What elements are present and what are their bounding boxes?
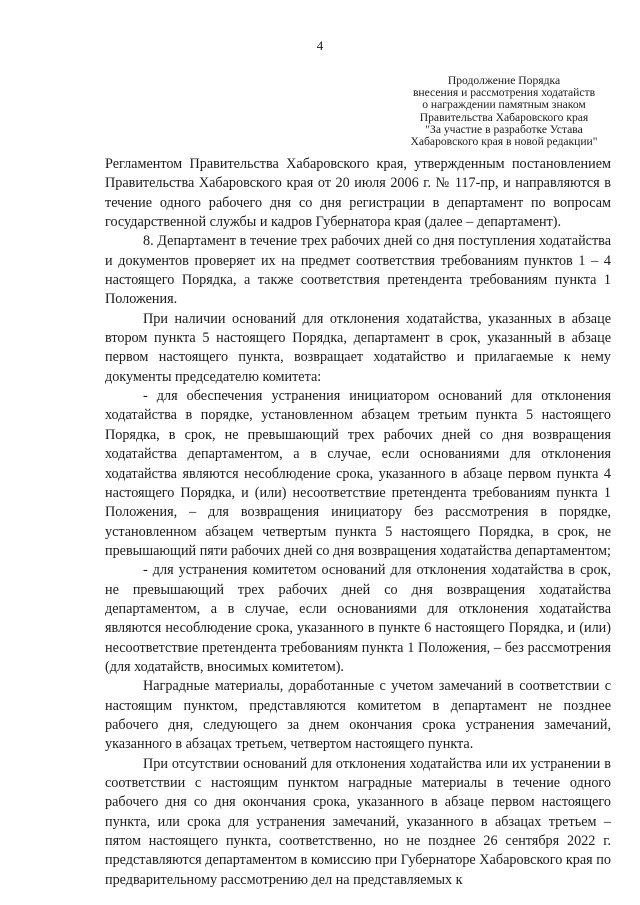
page-number: 4 bbox=[316, 38, 324, 53]
header-line: Хабаровского края в новой редакции" bbox=[410, 135, 598, 149]
header-line: о награждении памятным знаком bbox=[422, 98, 586, 112]
document-header bbox=[386, 75, 622, 148]
header-line: Продолжение Порядка bbox=[447, 74, 561, 87]
paragraph-continuation: Регламентом Правительства Хабаровского края, утвержденным постановлением Правительства Хабаровского края от 20 июля 2006 г. № 117-пр, и направляются в течение одного рабочего дня со дня регистрации в департамент по вопросам государственной службы и кадров Губернатора края (далее – департамент). bbox=[105, 156, 611, 231]
document-body bbox=[105, 155, 611, 890]
paragraph-item-8: 8. Департамент в течение трех рабочих дней со дня поступления ходатайства и документов проверяет их на предмет соответствия требованиям пунктов 1 – 4 настоящего Порядка, а также соответствия претендента требованиям пункта 1 Положения. bbox=[105, 233, 611, 308]
paragraph: При наличии оснований для отклонения ходатайства, указанных в абзаце втором пункта 5 настоящего Порядка, департамент в срок, указанный в абзаце первом настоящего пункта, возвращает ходатайство и прилагаемые к нему документы председателю комитета: bbox=[105, 310, 611, 385]
header-line: "За участие в разработке Устава bbox=[425, 122, 583, 136]
paragraph: При отсутствии оснований для отклонения ходатайства или их устранении в соответствии с настоящим пунктом наградные материалы в течение одного рабочего дня со дня окончания срока, указанного в абзаце первом настоящего пункта, или срока для устранения замечаний, указанного в абзацах третьем – пятом настоящего пункта, соответственно, но не позднее 26 сентября 2022 г. представляются департаментом в комиссию при Губернаторе Хабаровского края по предварительному рассмотрению дел на представляемых к bbox=[105, 755, 611, 888]
header-line: внесения и рассмотрения ходатайств bbox=[412, 86, 596, 100]
header-line: Правительства Хабаровского края bbox=[419, 110, 589, 124]
paragraph: Наградные материалы, доработанные с учетом замечаний в соответствии с настоящим пунктом, представляются комитетом в департамент не позднее рабочего дня, следующего за днем окончания срока устранения замечаний, указанного в абзацах третьем, четвертом настоящего пункта. bbox=[105, 678, 611, 753]
paragraph-list-item: - для устранения комитетом оснований для отклонения ходатайства в срок, не превышающий трех рабочих дней со дня возвращения ходатайства департаментом, а в случае, если основаниями для отклонения ходатайства являются несоблюдение срока, указанного в пункте 6 настоящего Порядка, и (или) несоответствие претендента требованиям пункта 1 Положения, – без рассмотрения (для ходатайств, вносимых комитетом). bbox=[105, 562, 611, 675]
paragraph-list-item: - для обеспечения устранения инициатором оснований для отклонения ходатайства в порядке, установленном абзацем третьим пункта 5 настоящего Порядка, в срок, не превышающий трех рабочих дней со дня возвращения ходатайства департаментом, а в случае, если основаниями для отклонения ходатайства являются несоблюдение срока, указанного в абзаце первом пункта 4 настоящего Порядка, и (или) несоответствие претендента требованиям пункта 1 Положения, – для возвращения инициатору без рассмотрения в порядке, установленном абзацем четвертым пункта 5 настоящего Порядка, в срок, не превышающий пяти рабочих дней со дня возвращения ходатайства департаментом; bbox=[105, 388, 611, 559]
